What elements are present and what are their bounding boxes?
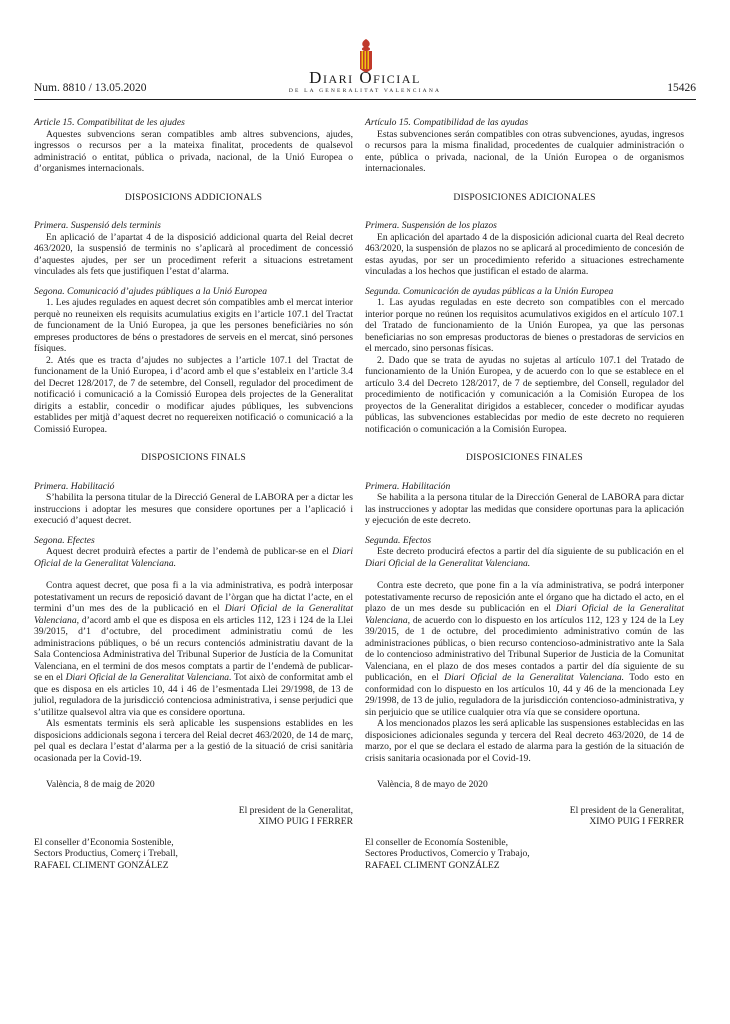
signature-president-title: El president de la Generalitat, xyxy=(569,804,684,816)
paragraph: Este decreto producirá efectos a partir del día siguiente de su publicación en el Diari Oficial de la Generalitat Valenciana. xyxy=(365,546,684,569)
signature-president-title: El president de la Generalitat, xyxy=(238,804,353,816)
section-heading: DISPOSICIONS ADDICIONALS xyxy=(124,191,263,203)
paragraph: Contra aquest decret, que posa fi a la via administrativa, es podrà interposar potestativament un recurs de reposició davant de l’òrgan que ha dictat l’acte, en el termini d’un mes des de la publicació en el Diari Oficial de la Generalitat Valenciana, d’acord amb el que es disposa en els articles 112, 123 i 124 de la Llei 39/2015, d’1 d’octubre, del procediment administratiu comú de les administracions públiques, o bé un recurs contenciós administratiu davant de la Sala Contenciosa Administrativa del Tribunal Superior de Justícia de la Comunitat Valenciana, en el termini de dos mesos comptats a partir de l’endemà de publicar-se en el Diari Oficial de la Generalitat Valenciana. Tot això de conformitat amb el que es disposa en els articles 10, 44 i 46 de l’esmentada Llei 29/1998, de 13 de juliol, reguladora de la jurisdicció contenciosa administrativa, i sense perjudici que s’utilitze qualsevol altra via que es considere oportuna. xyxy=(34,580,354,718)
article-title: Artículo 15. Compatibilidad de las ayudas xyxy=(365,117,529,128)
article-title: Article 15. Compatibilitat de les ajudes xyxy=(34,117,185,128)
section-heading: DISPOSICIONES FINALES xyxy=(466,452,583,463)
paragraph: Contra este decreto, que pone fin a la vía administrativa, se podrá interponer potestativamente recurso de reposición ante el órgano que ha dictado el acto, en el plazo de un mes desde su publicación en el Diari Oficial de la Generalitat Valenciana, de acuerdo con lo dispuesto en los artículos 112, 123 y 124 de la Ley 39/2015, de 1 de octubre, del procedimiento administrativo común de las administraciones públicas, o bien recurso contencioso-administrativo ante la Sala de lo contencioso administrativo del Tribunal Superior de Justicia de la Comunitat Valenciana, en el plazo de dos meses contados a partir del día siguiente de su publicación, en el Diari Oficial de la Generalitat Valenciana. Todo esto en conformidad con lo dispuesto en los artículos 10, 44 y 46 de la mencionada Ley 29/1998, de 13 de julio, reguladora de la jurisdicción contencioso-administrativa, y sin perjuicio que se utilice cualquier otra vía que se considere oportuna. xyxy=(365,580,685,718)
column-spanish xyxy=(365,117,684,871)
signature-conseller-name: RAFAEL CLIMENT GONZÁLEZ xyxy=(34,859,169,871)
section-heading: DISPOSICIONES ADICIONALES xyxy=(453,191,596,203)
issue-number-date: Num. 8810 / 13.05.2020 xyxy=(34,82,147,94)
signature-conseller-title: Sectors Productius, Comerç i Treball, xyxy=(34,848,178,859)
paragraph: Als esmentats terminis els serà aplicable les suspensions establides en les disposicions addicionals segona i tercera del Reial decret 463/2020, de 14 de març, pel qual es declara l’estat d’alarma per a la gestió de la situació de crisi sanitària ocasionada per la Covid-19. xyxy=(34,718,353,764)
subsection-heading: Primera. Suspensió dels terminis xyxy=(34,220,161,231)
column-valencian xyxy=(34,117,353,871)
subsection-heading: Segona. Comunicació d’ajudes públiques a la Unió Europea xyxy=(34,285,268,297)
journal-title: Diari Oficial xyxy=(309,68,421,87)
place-date: València, 8 de maig de 2020 xyxy=(46,779,155,790)
signature-conseller-title: Sectores Productivos, Comercio y Trabajo, xyxy=(365,848,530,859)
paragraph: A los mencionados plazos les será aplicable las suspensiones establecidas en las disposiciones adicionales segunda y tercera del Real decreto 463/2020, de 14 de marzo, por el que se declara el estado de alarma para la gestión de la situación de crisis sanitaria ocasionada por el Covid-19. xyxy=(365,718,684,764)
paragraph: 1. Las ayudas reguladas en este decreto son compatibles con el mercado interior porque no reúnen los requisitos acumulativos exigidos en el artículo 107.1 del Tratado de funcionamiento de la Unión Europea, ya que las personas beneficiarias no son empresas productoras de bienes o prestadoras de servicios en el mercado, sino personas físicas. xyxy=(365,297,684,354)
signature-conseller-title: El conseller de Economía Sostenible, xyxy=(365,836,509,848)
header-rule xyxy=(34,99,696,100)
subsection-heading: Primera. Habilitación xyxy=(365,480,451,492)
subsection-heading: Segunda. Efectos xyxy=(365,534,432,546)
paragraph: En aplicación del apartado 4 de la disposición adicional cuarta del Real decreto 463/2020, la suspensión de plazos no se aplicará al procedimiento de concesión de estas ayudas, por ser un procedimiento referido a situaciones estrechamente vinculadas a los hechos que justifican el estado de alarma. xyxy=(365,231,684,277)
article-body: Aquestes subvencions seran compatibles amb altres subvencions, ajudes, ingressos o recursos per a la mateixa finalitat, procedents de qualsevol administració o entitat, pública o privada, nacional, de la Unió Europea o d’organismes internacionals. xyxy=(34,128,353,174)
subsection-heading: Primera. Habilitació xyxy=(34,480,115,492)
paragraph: 2. Atés que es tracta d’ajudes no subjectes a l’article 107.1 del Tractat de funcionament de la Unió Europea, i d’acord amb el que s’estableix en l’article 3.4 del Decret 128/2017, de 7 de setembre, del Consell, regulador del procediment de notificació i comunicació a la Comissió Europea dels projectes de la Generalitat dirigits a establir, concedir o modificar ajudes públiques, les subvencions establides per mitjà d’aquest decret no requereixen notificació o comunicació a la Comissió Europea. xyxy=(34,354,353,435)
journal-subtitle: DE LA GENERALITAT VALENCIANA xyxy=(288,88,442,94)
subsection-heading: Primera. Suspensión de los plazos xyxy=(365,220,497,231)
paragraph: 1. Les ajudes regulades en aquest decret són compatibles amb el mercat interior perquè no reuneixen els requisits acumulatius exigits en l’article 107.1 del Tractat de funcionament de la Unió Europea, ja que les persones beneficiàries no són empreses productores de béns o prestadores de serveis en el mercat, sinó persones físiques. xyxy=(34,297,353,354)
section-heading: DISPOSICIONS FINALS xyxy=(141,452,246,463)
signature-conseller-name: RAFAEL CLIMENT GONZÁLEZ xyxy=(365,859,500,871)
subsection-heading: Segona. Efectes xyxy=(34,534,95,546)
article-body: Estas subvenciones serán compatibles con otras subvenciones, ayudas, ingresos o recursos para la misma finalidad, procedentes de cualquier administración o ente, pública o privada, nacional, de la Unión Europea o de organismos internacionales. xyxy=(365,128,684,174)
signature-president-name: XIMO PUIG I FERRER xyxy=(589,816,684,827)
signature-conseller-title: El conseller d’Economia Sostenible, xyxy=(34,836,174,848)
paragraph: S’habilita la persona titular de la Direcció General de LABORA per a dictar les instruccions i adoptar les mesures que considere oportunes per a l’aplicació i execució d’aquest decret. xyxy=(34,492,353,526)
place-date: València, 8 de mayo de 2020 xyxy=(377,779,488,790)
paragraph: En aplicació de l’apartat 4 de la disposició addicional quarta del Reial decret 463/2020, la suspensió de terminis no s’aplicarà al procediment de concessió d’aquestes ajudes, per ser un procediment referit a situacions estretament vinculades als fets que justifiquen l’estat d’alarma. xyxy=(34,231,353,277)
signature-president-name: XIMO PUIG I FERRER xyxy=(258,816,353,827)
paragraph: 2. Dado que se trata de ayudas no sujetas al artículo 107.1 del Tratado de funcionamiento de la Unión Europea, y de acuerdo con lo que se establece en el artículo 3.4 del Decreto 128/2017, de 7 de septiembre, del Consell, regulador del procedimiento de notificación y comunicación a la Comisión Europea de los proyectos de la Generalitat dirigidos a establecer, conceder o modificar ayudas públicas, las subvenciones establecidas por medio de este decreto no requieren notificación o comunicación a la Comisión Europea. xyxy=(365,354,684,435)
paragraph: Se habilita a la persona titular de la Dirección General de LABORA para dictar las instrucciones y adoptar las medidas que considere oportunas para la aplicación y ejecución de este decreto. xyxy=(365,492,684,526)
subsection-heading: Segunda. Comunicación de ayudas públicas a la Unión Europea xyxy=(365,285,614,297)
paragraph: Aquest decret produirà efectes a partir de l’endemà de publicar-se en el Diari Oficial de la Generalitat Valenciana. xyxy=(34,546,353,569)
page-number: 15426 xyxy=(667,82,696,94)
